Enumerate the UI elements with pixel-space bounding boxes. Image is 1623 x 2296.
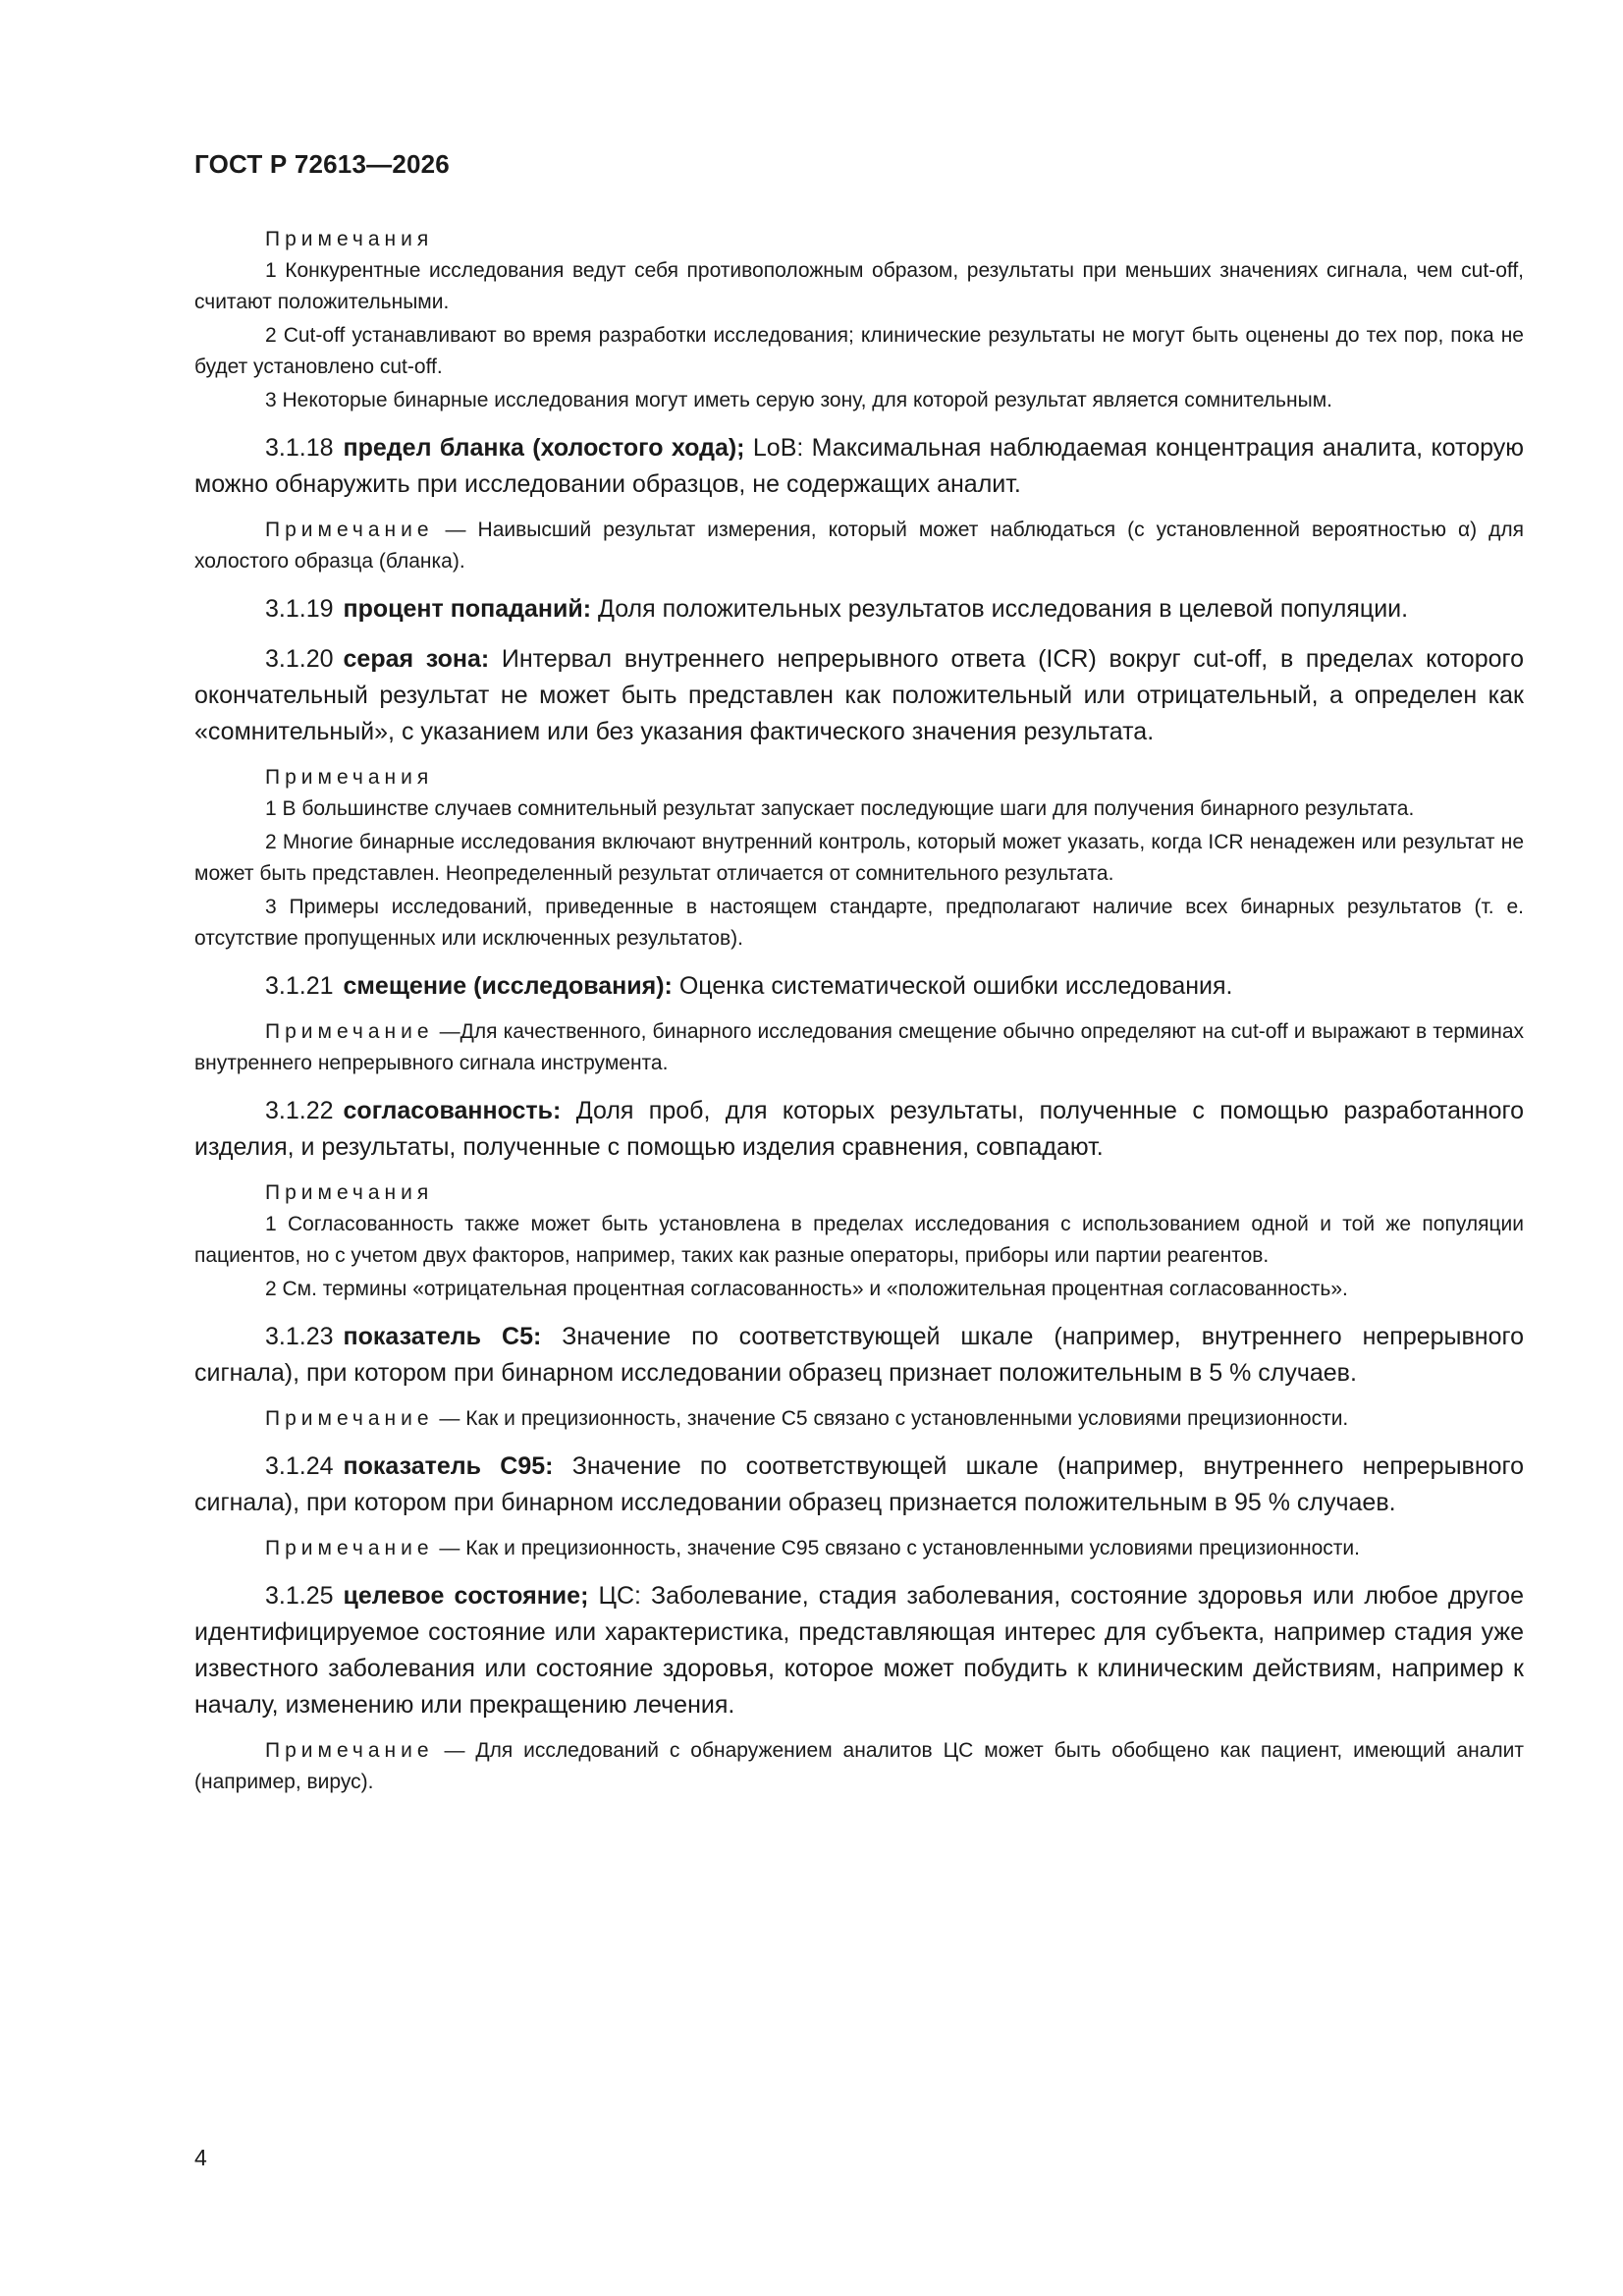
term-definition: Значение по соответствующей шкале (например, внутреннего непрерывного сигнала), при котором при бинарном исследовании образец признает положительным в 5 % случаев. (194, 1323, 1524, 1387)
note-item: 3 Некоторые бинарные исследования могут иметь серую зону, для которой результат является сомнительным. (265, 389, 1332, 411)
document-header: ГОСТ Р 72613—2026 (194, 149, 450, 179)
term-note (194, 1016, 1524, 1079)
note-item: 3 Примеры исследований, приведенные в настоящем стандарте, предполагают наличие всех бинарных результатов (т. е. отсутствие пропущенных или исключенных результатов). (194, 896, 1524, 950)
note-text: — Как и прецизионность, значение C5 связано с установленными условиями прецизионности. (433, 1407, 1349, 1430)
term-title: серая зона: (343, 645, 490, 673)
term-notes (194, 762, 1524, 955)
document-body (194, 224, 1524, 1800)
term-notes (194, 1177, 1524, 1305)
note-text: — Как и прецизионность, значение C95 связано с установленными условиями прецизионности. (433, 1537, 1360, 1559)
term-definition: Значение по соответствующей шкале (например, внутреннего непрерывного сигнала), при котором при бинарном исследовании образец признается положительным в 95 % случаев. (194, 1452, 1525, 1516)
notes-heading: Примечания (265, 766, 434, 789)
term-3-1-25 (194, 1578, 1524, 1723)
note-item: 2 Многие бинарные исследования включают внутренний контроль, который может указать, когда ICR ненадежен или результат не может быть представлен. Неопределенный результат отличается от сомнительного результата. (194, 831, 1524, 885)
term-definition: Интервал внутреннего непрерывного ответа (ICR) вокруг cut-off, в пределах которого окончательный результат не может быть представлен как положительный или отрицательный, а определен как «сомнительный», с указанием или без указания фактического значения результата. (194, 645, 1524, 745)
note-text: — Для исследований с обнаружением аналитов ЦС может быть обобщено как пациент, имеющий аналит (например, вирус). (194, 1739, 1524, 1793)
note-label: Примечание (265, 1739, 434, 1762)
note-label: Примечание (265, 519, 434, 541)
term-title: предел бланка (холостого хода); (343, 434, 745, 462)
notes-heading: Примечания (265, 228, 434, 250)
note-item: 2 Cut-off устанавливают во время разработки исследования; клинические результаты не могут быть оценены до тех пор, пока не будет установлено cut-off. (194, 324, 1524, 378)
term-number: 3.1.19 (265, 595, 334, 623)
note-label: Примечание (265, 1407, 434, 1430)
note-text: — Наивысший результат измерения, который может наблюдаться (с установленной вероятностью α) для холостого образца (бланка). (194, 519, 1524, 573)
note-item: 1 Согласованность также может быть установлена в пределах исследования с использованием одной и той же популяции пациентов, но с учетом двух факторов, например, таких как разные операторы, приборы или партии реагентов. (194, 1213, 1524, 1267)
term-number: 3.1.21 (265, 972, 334, 1000)
term-3-1-24 (194, 1449, 1524, 1521)
note-text: —Для качественного, бинарного исследования смещение обычно определяют на cut-off и выражают в терминах внутреннего непрерывного сигнала инструмента. (194, 1020, 1524, 1074)
term-3-1-18 (194, 430, 1524, 503)
note-item: 1 В большинстве случаев сомнительный результат запускает последующие шаги для получения бинарного результата. (265, 797, 1415, 820)
term-number: 3.1.18 (265, 434, 334, 462)
term-definition: Оценка систематической ошибки исследования. (672, 972, 1233, 1000)
term-3-1-23 (194, 1319, 1524, 1392)
term-title: смещение (исследования): (343, 972, 673, 1000)
note-item: 1 Конкурентные исследования ведут себя противоположным образом, результаты при меньших значениях сигнала, чем cut-off, считают положительными. (194, 259, 1524, 313)
term-3-1-19 (194, 591, 1524, 628)
term-definition: LoB: Максимальная наблюдаемая концентрация аналита, которую можно обнаружить при исследовании образцов, не содержащих аналит. (194, 434, 1524, 498)
term-definition: Доля положительных результатов исследования в целевой популяции. (591, 595, 1409, 623)
term-title: целевое состояние; (343, 1582, 589, 1610)
notes-heading: Примечания (265, 1181, 434, 1204)
term-title: процент попаданий: (343, 595, 592, 623)
term-title: показатель C95: (343, 1452, 554, 1480)
term-note (194, 1533, 1524, 1564)
note-label: Примечание (265, 1020, 434, 1043)
term-definition: Доля проб, для которых результаты, полученные с помощью разработанного изделия, и результаты, полученные с помощью изделия сравнения, совпадают. (194, 1097, 1524, 1161)
term-3-1-20 (194, 641, 1524, 750)
term-title: согласованность: (343, 1097, 562, 1124)
term-number: 3.1.23 (265, 1323, 334, 1350)
note-item: 2 См. термины «отрицательная процентная согласованность» и «положительная процентная согласованность». (265, 1278, 1348, 1300)
page-number: 4 (194, 2145, 207, 2170)
term-number: 3.1.24 (265, 1452, 334, 1480)
term-number: 3.1.22 (265, 1097, 334, 1124)
term-note (194, 1735, 1524, 1798)
term-note (194, 515, 1524, 577)
note-label: Примечание (265, 1537, 434, 1559)
term-3-1-22 (194, 1093, 1524, 1166)
term-note (194, 1403, 1524, 1435)
term-number: 3.1.20 (265, 645, 334, 673)
term-definition: ЦС: Заболевание, стадия заболевания, состояние здоровья или любое другое идентифицируемое состояние или характеристика, представляющая интерес для субъекта, например стадия уже известного заболевания или состояние здоровья, которое может побудить к клиническим действиям, например к началу, изменению или прекращению лечения. (194, 1582, 1524, 1719)
term-number: 3.1.25 (265, 1582, 334, 1610)
term-title: показатель C5: (343, 1323, 542, 1350)
notes-top (194, 224, 1524, 416)
term-3-1-21 (194, 968, 1524, 1005)
